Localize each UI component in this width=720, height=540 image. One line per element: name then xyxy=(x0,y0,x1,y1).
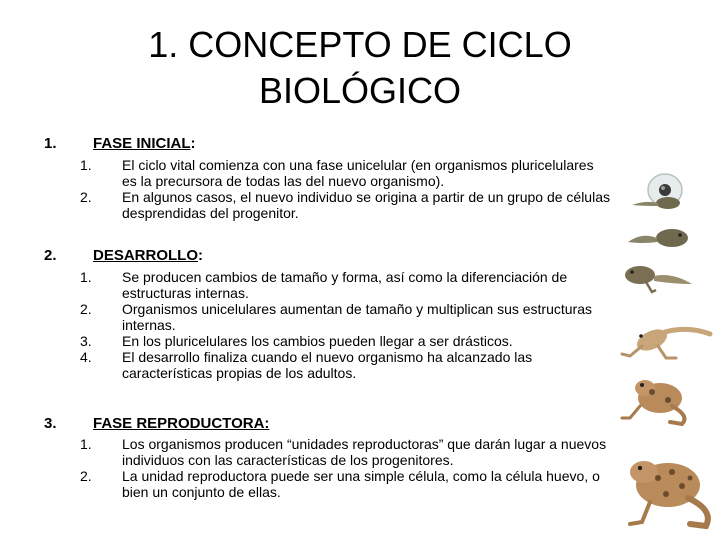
title-line-1: 1. CONCEPTO DE CICLO xyxy=(148,24,572,65)
section-number: 3. xyxy=(44,415,57,432)
list-item-number: 3. xyxy=(80,333,92,349)
title-line-2: BIOLÓGICO xyxy=(258,70,462,111)
froglet-icon xyxy=(622,325,710,358)
list-item-text: La unidad reproductora puede ser una simple célula, como la célula huevo, o bien un conjunto de ellas. xyxy=(122,468,600,500)
list-item xyxy=(0,468,615,500)
section-heading: FASE REPRODUCTORA: xyxy=(93,415,270,432)
section-3-list xyxy=(0,436,615,500)
section-1-list xyxy=(0,157,615,221)
list-item-text: En los pluricelulares los cambios pueden llegar a ser drásticos. xyxy=(122,333,513,349)
list-item-text: El desarrollo finaliza cuando el nuevo organismo ha alcanzado las características propias de los adultos. xyxy=(122,349,533,381)
list-item xyxy=(0,189,615,221)
frog-life-cycle-illustration xyxy=(610,160,720,540)
list-item-number: 4. xyxy=(80,349,92,365)
tadpole-legs-icon xyxy=(625,266,692,292)
section-heading: DESARROLLO: xyxy=(93,247,203,264)
section-heading: FASE INICIAL: xyxy=(93,135,196,152)
section-number: 2. xyxy=(44,247,57,264)
list-item xyxy=(0,157,615,189)
young-frog-icon xyxy=(622,380,684,424)
section-number: 1. xyxy=(44,135,57,152)
list-item-number: 2. xyxy=(80,301,92,317)
tadpole-icon xyxy=(628,229,688,247)
slide-title xyxy=(60,22,660,114)
list-item xyxy=(0,301,615,333)
section-2-list xyxy=(0,269,615,381)
list-item-number: 1. xyxy=(80,436,92,452)
list-item-text: El ciclo vital comienza con una fase unicelular (en organismos pluricelulares es la precursora de todas las del nuevo organismo). xyxy=(122,157,594,189)
list-item xyxy=(0,349,615,381)
list-item-text: Los organismos producen “unidades reproductoras” que darán lugar a nuevos individuos con las características de los progenitores. xyxy=(122,436,607,468)
list-item-text: Organismos unicelulares aumentan de tamaño y multiplican sus estructuras internas. xyxy=(122,301,593,333)
adult-frog-icon xyxy=(630,461,708,526)
list-item-number: 1. xyxy=(80,157,92,173)
list-item-number: 2. xyxy=(80,189,92,205)
list-item xyxy=(0,269,615,301)
list-item-text: Se producen cambios de tamaño y forma, así como la diferenciación de estructuras internas. xyxy=(122,269,568,301)
list-item-number: 1. xyxy=(80,269,92,285)
list-item xyxy=(0,333,615,349)
list-item-text: En algunos casos, el nuevo individuo se origina a partir de un grupo de células desprendidas del progenitor. xyxy=(122,189,610,221)
list-item-number: 2. xyxy=(80,468,92,484)
list-item xyxy=(0,436,615,468)
